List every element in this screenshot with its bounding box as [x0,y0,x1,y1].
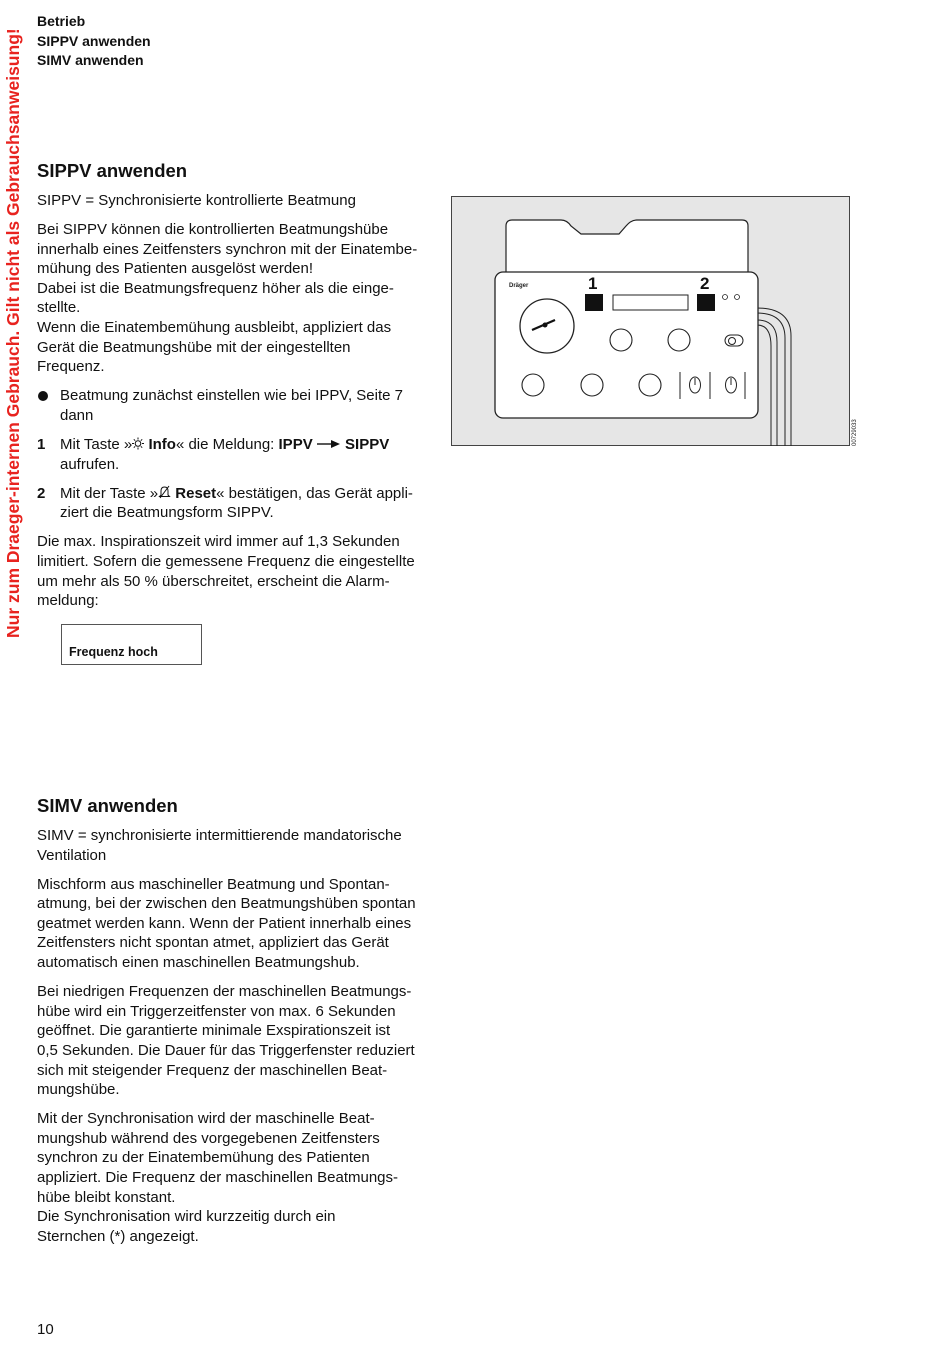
simv-heading: SIMV anwenden [37,795,178,816]
device-front-panel-illustration [451,196,850,446]
sippv-body [37,191,442,620]
internal-use-notice-text: Nur zum Draeger-internen Gebrauch. Gilt nicht als Gebrauchsanweisung! [3,28,23,638]
brand-logo: Dräger [509,283,529,289]
sippv-heading: SIPPV anwenden [37,160,188,181]
sippv-definition: SIPPV = Synchronisierte kontrollierte Beatmung [37,192,356,209]
sippv-description: Bei SIPPV können die kontrollierten Beatmungshübe innerhalb eines Zeitfensters synchron mit der Einatembe- mühung des Patienten ausgelöst werden! Dabei ist die Beatmungsfrequenz höher als die einge- stellte. Wenn die Einatembemühung ausbleibt, appliziert das Gerät die Beatmungshübe mit der eingestellten Frequenz. [37,221,418,376]
bullet-icon [38,391,48,401]
sippv-bullet: Beatmung zunächst einstellen wie bei IPPV, Seite 7 dann [37,386,442,425]
callout-2: 2 [700,274,710,293]
header-line-sippv: SIPPV anwenden [37,32,151,49]
header-line-simv: SIMV anwenden [37,52,144,68]
alarm-message: Frequenz hoch [69,645,158,659]
section-header [37,12,151,71]
step-number: 1 [37,436,46,454]
sippv-limit-text: Die max. Inspirationszeit wird immer auf 1,3 Sekunden limitiert. Sofern die gemessene Frequenz die eingestellte um mehr als 50 % überschreitet, erscheint die Alarm- meldung: [37,533,415,610]
simv-definition: SIMV = synchronisierte intermittierende mandatorische Ventilation [37,827,402,864]
arrow-right-icon [317,439,341,449]
sippv-step-2: 2 Mit der Taste » Reset« bestätigen, das Gerät appli- ziert die Beatmungsform SIPPV. [37,484,413,522]
bell-crossed-icon [158,485,171,499]
step-number: 2 [37,484,46,502]
alarm-message-box [61,624,202,665]
simv-description: Mischform aus maschineller Beatmung und Spontan- atmung, bei der zwischen den Beatmungshüben spontan geatmet werden kann. Wenn der Patient innerhalb eines Zeitfensters nicht spontan atmet, appliziert das Gerät automatisch einen maschinellen Beatmungshub. [37,875,416,972]
header-line-chapter: Betrieb [37,13,86,29]
simv-synchronisation: Mit der Synchronisation wird der maschinelle Beat- mungshub während des vorgegebenen Zeitfensters synchron zu der Einatembemühung des Patienten appliziert. Die Frequenz der maschinellen Beatmungs- hübe bleibt konstant. Die Synchronisation wird kurzzeitig durch ein Sternchen (*) angezeigt. [37,1110,399,1245]
display [613,295,688,310]
simv-trigger-window: Bei niedrigen Frequenzen der maschinellen Beatmungs- hübe wird ein Triggerzeitfenster von max. 6 Sekunden geöffnet. Die garantierte minimale Exspirationszeit ist 0,5 Sekunden. Die Dauer für das Triggerfenster reduziert sich mit steigender Frequenz der maschinellen Beat- mungshübe. [37,983,415,1099]
reset-key [697,294,715,311]
callout-1: 1 [588,274,598,293]
simv-body [37,826,442,1256]
sun-icon [132,437,144,450]
sippv-step-1: 1 Mit Taste » Info« die Meldung: IPPV SIPPV aufrufen. [37,436,390,473]
page-number: 10 [37,1321,54,1338]
info-key [585,294,603,311]
